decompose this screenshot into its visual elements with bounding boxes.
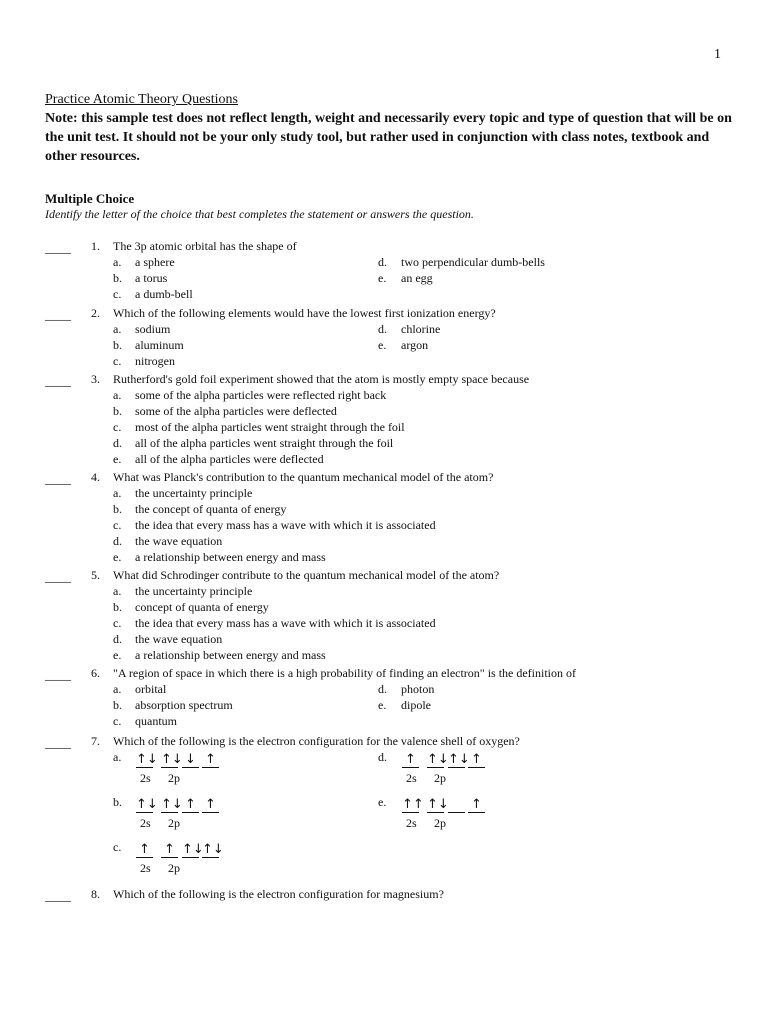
option-label: d. [378, 322, 387, 336]
orbital-2p-label: 2p [434, 816, 446, 830]
option-label: d. [378, 255, 387, 269]
option-label: b. [113, 338, 122, 352]
answer-blank[interactable]: ____ [45, 667, 71, 682]
electron-arrows: ↑ [205, 797, 216, 812]
option-label: b. [113, 404, 122, 418]
orbital-line [448, 812, 465, 813]
option-label: e. [378, 338, 387, 352]
option-text: most of the alpha particles went straight through the foil [135, 420, 405, 434]
option-text: photon [401, 682, 435, 696]
option-text: a sphere [135, 255, 175, 269]
option-text: all of the alpha particles were deflected [135, 452, 324, 466]
test-note: Note: this sample test does not reflect length, weight and necessarily every topic and type of question that will be on the unit test. It should not be your only study tool, but rather used in conjunction with class notes, textbook and other resources. [45, 111, 732, 164]
orbital-box [202, 752, 219, 768]
question-number: 4. [91, 470, 100, 484]
orbital-box [402, 752, 419, 768]
option-label: d. [113, 436, 122, 450]
option-text: a relationship between energy and mass [135, 648, 326, 662]
option-label: e. [113, 452, 122, 466]
orbital-2s-label: 2s [140, 861, 151, 875]
option-text: absorption spectrum [135, 698, 233, 712]
option-label: a. [113, 750, 122, 764]
orbital-line [136, 857, 153, 858]
question-number: 7. [91, 734, 100, 748]
orbital-line [448, 767, 465, 768]
option-label: e. [113, 648, 122, 662]
question-text: Which of the following is the electron configuration for magnesium? [113, 887, 444, 901]
orbital-box [182, 752, 199, 768]
answer-blank[interactable]: ____ [45, 307, 71, 322]
electron-arrows: ↑↓ [161, 752, 183, 767]
question-text: Which of the following elements would have the lowest first ionization energy? [113, 306, 496, 320]
orbital-line [202, 767, 219, 768]
orbital-2p-label: 2p [434, 771, 446, 785]
option-label: c. [113, 616, 122, 630]
answer-blank[interactable]: ____ [45, 471, 71, 486]
option-label: b. [113, 698, 122, 712]
answer-blank[interactable]: ____ [45, 888, 71, 903]
orbital-line [468, 767, 485, 768]
electron-arrows: ↑↓ [136, 752, 158, 767]
orbital-box [161, 842, 178, 858]
option-label: a. [113, 322, 122, 336]
option-text: concept of quanta of energy [135, 600, 269, 614]
answer-blank[interactable]: ____ [45, 735, 71, 750]
option-text: nitrogen [135, 354, 175, 368]
electron-arrows [448, 797, 465, 812]
orbital-line [136, 767, 153, 768]
option-text: a dumb-bell [135, 287, 193, 301]
option-text: argon [401, 338, 429, 352]
orbital-2p-label: 2p [168, 771, 180, 785]
option-text: the idea that every mass has a wave with which it is associated [135, 518, 436, 532]
orbital-line [202, 812, 219, 813]
option-text: some of the alpha particles were reflected right back [135, 388, 387, 402]
orbital-line [427, 767, 444, 768]
option-text: the idea that every mass has a wave with which it is associated [135, 616, 436, 630]
option-text: chlorine [401, 322, 441, 336]
electron-arrows: ↑↓ [448, 752, 470, 767]
answer-blank[interactable]: ____ [45, 569, 71, 584]
option-text: the uncertainty principle [135, 486, 253, 500]
orbital-line [202, 857, 219, 858]
page-number: 1 [714, 47, 721, 62]
option-label: a. [113, 584, 122, 598]
orbital-box [136, 797, 158, 813]
orbital-box [202, 842, 224, 858]
electron-arrows: ↑↓ [427, 752, 449, 767]
option-label: e. [378, 698, 387, 712]
option-label: b. [113, 271, 122, 285]
orbital-box [182, 842, 204, 858]
electron-arrows: ↑↓ [202, 842, 224, 857]
answer-blank[interactable]: ____ [45, 240, 71, 255]
option-label: e. [113, 550, 122, 564]
option-label: c. [113, 714, 122, 728]
option-label: b. [113, 600, 122, 614]
question-text: The 3p atomic orbital has the shape of [113, 239, 297, 253]
orbital-line [182, 857, 199, 858]
electron-arrows: ↑ [139, 842, 150, 857]
orbital-2s-label: 2s [140, 771, 151, 785]
electron-arrows: ↑↓ [136, 797, 158, 812]
orbital-box [136, 842, 153, 858]
option-label: c. [113, 518, 122, 532]
option-label: d. [113, 632, 122, 646]
orbital-box [202, 797, 219, 813]
question-number: 6. [91, 666, 100, 680]
electron-arrows: ↑ [471, 797, 482, 812]
question-text: "A region of space in which there is a high probability of finding an electron" is the definition of [113, 666, 577, 680]
orbital-box [402, 797, 424, 813]
orbital-line [427, 812, 444, 813]
option-text: an egg [401, 271, 433, 285]
question-text: What was Planck's contribution to the quantum mechanical model of the atom? [113, 470, 494, 484]
orbital-box [427, 752, 449, 768]
option-text: orbital [135, 682, 167, 696]
option-text: a relationship between energy and mass [135, 550, 326, 564]
question-text: Which of the following is the electron configuration for the valence shell of oxygen? [113, 734, 520, 748]
page-title: Practice Atomic Theory Questions [45, 92, 238, 107]
orbital-box [448, 797, 465, 813]
question-number: 2. [91, 306, 100, 320]
orbital-line [136, 812, 153, 813]
electron-arrows: ↑↓ [182, 842, 204, 857]
option-label: a. [113, 388, 122, 402]
orbital-box [448, 752, 470, 768]
option-label: d. [378, 750, 387, 764]
orbital-box [161, 752, 183, 768]
option-label: c. [113, 354, 122, 368]
orbital-line [402, 812, 419, 813]
option-text: the wave equation [135, 632, 223, 646]
orbital-2s-label: 2s [406, 816, 417, 830]
option-label: c. [113, 420, 122, 434]
electron-arrows: ↑↓ [427, 797, 449, 812]
orbital-line [182, 812, 199, 813]
orbital-box [427, 797, 449, 813]
option-text: the uncertainty principle [135, 584, 253, 598]
option-text: the wave equation [135, 534, 223, 548]
option-label: c. [113, 840, 122, 854]
option-label: b. [113, 502, 122, 516]
orbital-line [468, 812, 485, 813]
electron-arrows: ↑ [164, 842, 175, 857]
orbital-line [161, 767, 178, 768]
option-text: aluminum [135, 338, 184, 352]
orbital-box [136, 752, 158, 768]
option-text: a torus [135, 271, 168, 285]
orbital-line [161, 857, 178, 858]
orbital-2p-label: 2p [168, 861, 180, 875]
option-text: sodium [135, 322, 171, 336]
orbital-line [182, 767, 199, 768]
option-label: b. [113, 795, 122, 809]
option-label: c. [113, 287, 122, 301]
electron-arrows: ↑↑ [402, 797, 424, 812]
option-label: e. [378, 271, 387, 285]
orbital-2s-label: 2s [140, 816, 151, 830]
question-number: 5. [91, 568, 100, 582]
option-text: the concept of quanta of energy [135, 502, 287, 516]
option-label: d. [113, 534, 122, 548]
electron-arrows: ↑↓ [161, 797, 183, 812]
option-text: two perpendicular dumb-bells [401, 255, 545, 269]
option-text: dipole [401, 698, 431, 712]
question-number: 1. [91, 239, 100, 253]
orbital-line [402, 767, 419, 768]
option-text: quantum [135, 714, 177, 728]
option-text: all of the alpha particles went straight through the foil [135, 436, 394, 450]
question-number: 3. [91, 372, 100, 386]
orbital-box [468, 797, 485, 813]
electron-arrows: ↑ [471, 752, 482, 767]
section-instructions: Identify the letter of the choice that best completes the statement or answers the question. [45, 207, 474, 221]
orbital-box [182, 797, 199, 813]
question-text: What did Schrodinger contribute to the quantum mechanical model of the atom? [113, 568, 500, 582]
electron-arrows: ↑ [205, 752, 216, 767]
orbital-box [468, 752, 485, 768]
orbital-box [161, 797, 183, 813]
option-label: a. [113, 682, 122, 696]
answer-blank[interactable]: ____ [45, 373, 71, 388]
orbital-2p-label: 2p [168, 816, 180, 830]
option-text: some of the alpha particles were deflected [135, 404, 337, 418]
electron-arrows: ↑ [405, 752, 416, 767]
orbital-line [161, 812, 178, 813]
option-label: d. [378, 682, 387, 696]
orbital-2s-label: 2s [406, 771, 417, 785]
electron-arrows: ↑ [185, 797, 196, 812]
question-text: Rutherford's gold foil experiment showed that the atom is mostly empty space because [113, 372, 530, 386]
electron-arrows: ↓ [185, 752, 196, 767]
option-label: e. [378, 795, 387, 809]
option-label: a. [113, 486, 122, 500]
section-heading: Multiple Choice [45, 191, 135, 206]
question-number: 8. [91, 887, 100, 901]
option-label: a. [113, 255, 122, 269]
